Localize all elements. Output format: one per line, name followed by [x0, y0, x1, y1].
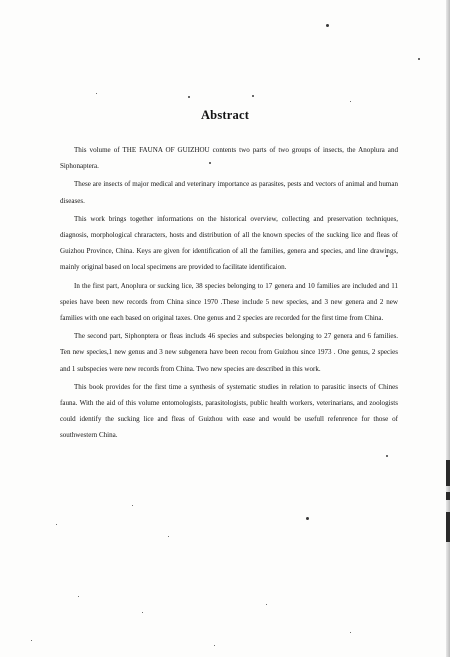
page-edge-mark — [446, 512, 450, 542]
page-edge-shadow — [446, 0, 450, 657]
abstract-paragraph: This work brings together informations on the historical overview, collecting and preservation techniques, diagnosis, morphological chraracters, hosts and distribution of all the known species of the sucking lice and fleas of Guizhou Province, China. Keys are given for identification of all the families, genera and species, and line drawings, mainly original based on local specimens are provided to facilitate identificaion. — [60, 214, 398, 272]
abstract-paragraph: This book provides for the first time a synthesis of systematic studies in relation to parasitic insects of Chines fauna. With the aid of this volume entomologists, parasitologists, public health workers, veterinarians, and zoologists could identify the sucking lice and fleas of Guizhou with ease and would be usefull refenrence for those of southwestern China. — [60, 382, 398, 440]
abstract-paragraph: In the first part, Anoplura or sucking lice, 38 species belonging to 17 genera and 10 families are included and 11 speies have been new records from China since 1970 .These include 5 new species, and 3 new genera and 2 new families with one each based on original taxes. One genus and 2 species are recorded for the first time from China. — [60, 281, 398, 323]
scan-speck — [96, 93, 97, 94]
scan-speck — [350, 632, 351, 633]
scan-speck — [266, 604, 267, 605]
abstract-paragraph: The second part, Siphonptera or fleas includs 46 species and subspecies belonging to 27 genera and 6 families. Ten new species,1 new genus and 3 new subgenera have been recou from Guizhou since 1973 . One genus, 2 species and 1 subspecies were new records from China. Two new species are described in this work. — [60, 332, 398, 373]
scan-speck — [418, 58, 420, 60]
scan-speck — [326, 24, 329, 27]
page-title: Abstract — [200, 108, 250, 122]
scan-speck — [31, 640, 32, 641]
scan-speck — [252, 95, 254, 97]
abstract-body — [60, 142, 398, 446]
scan-speck — [168, 536, 169, 537]
abstract-paragraph: This volume of THE FAUNA OF GUIZHOU contents two parts of two groups of insects, the Anoplura and Siphonaptera. — [60, 146, 398, 171]
scan-speck — [56, 524, 57, 525]
scan-speck — [78, 596, 79, 597]
scan-speck — [386, 455, 388, 457]
abstract-paragraph: These are insects of major medical and veterinary importance as parasites, pests and vectors of animal and human diseases. — [60, 180, 398, 205]
page-edge-mark — [446, 460, 450, 486]
scan-speck — [142, 612, 143, 613]
page-edge-mark — [446, 492, 450, 500]
scan-speck — [188, 96, 190, 98]
scan-speck — [132, 505, 133, 506]
scan-speck — [350, 101, 351, 102]
scan-speck — [306, 517, 309, 520]
scan-speck — [214, 645, 215, 646]
